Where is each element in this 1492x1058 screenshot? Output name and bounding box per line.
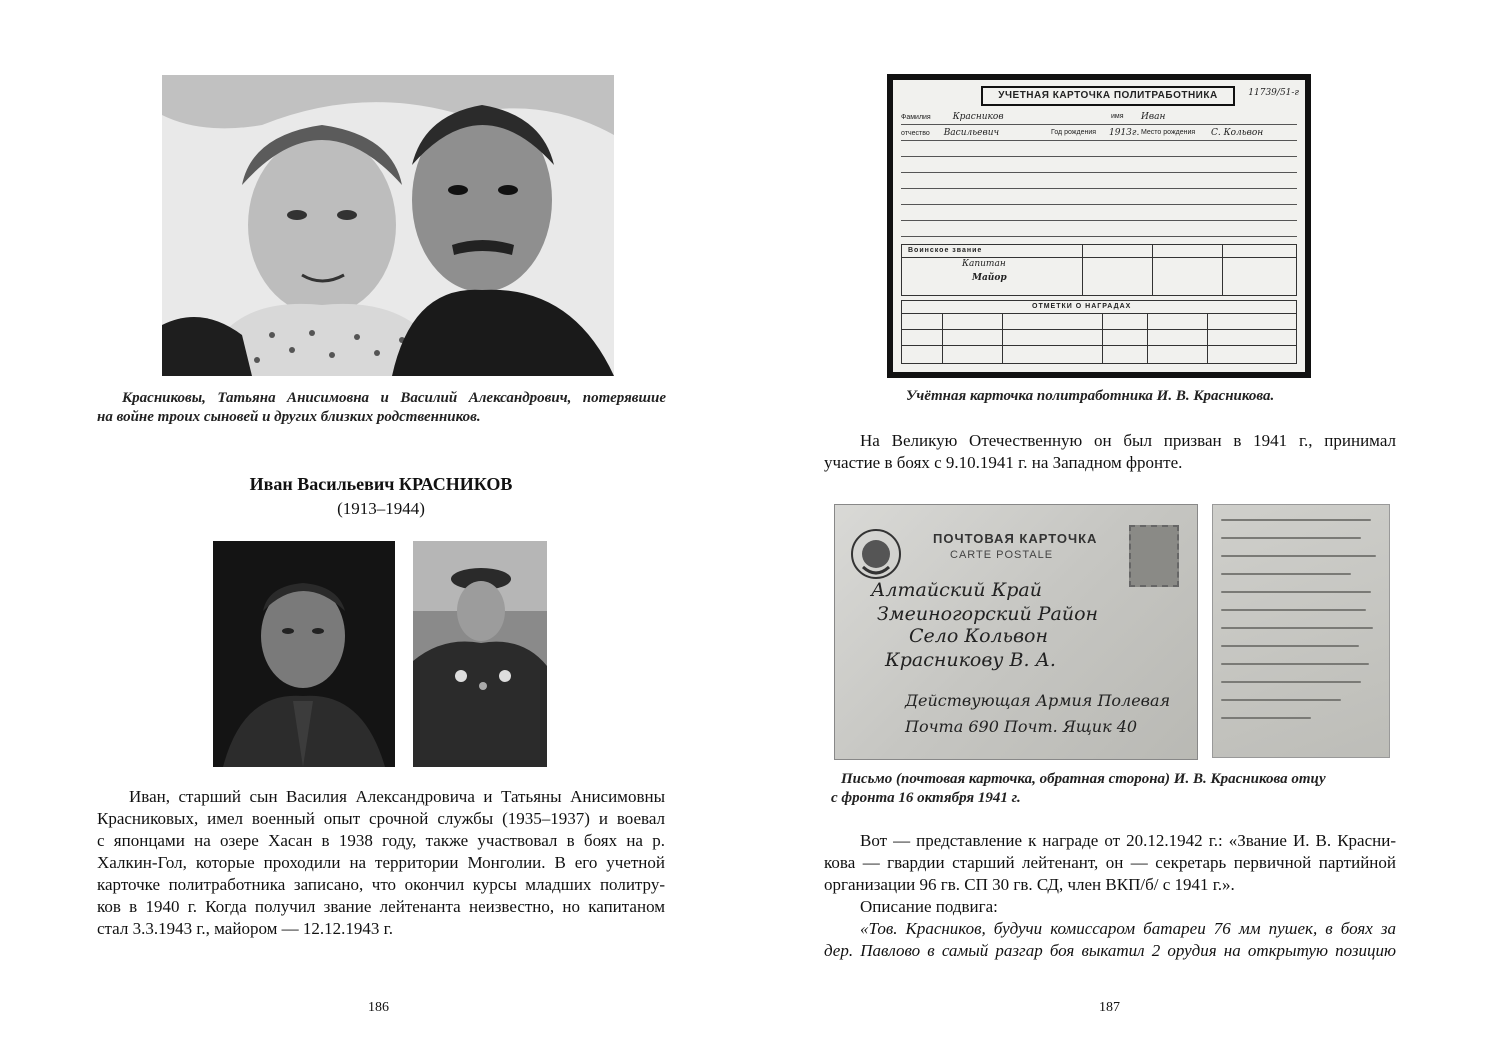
caption-line: Письмо (почтовая карточка, обратная сторона) И. В. Красникова отцу: [841, 771, 1326, 787]
card-title: УЧЕТНАЯ КАРТОЧКА ПОЛИТРАБОТНИКА: [981, 86, 1235, 106]
card-row-patronymic: [901, 126, 1297, 141]
text-line: Иван, старший сын Василия Александровича и Татьяны Анисимовны: [129, 787, 665, 806]
postcard-title: ПОЧТОВАЯ КАРТОЧКА: [933, 531, 1098, 546]
card-label: отчество: [901, 130, 930, 137]
card-label: Место рождения: [1141, 129, 1196, 136]
text-line: организации 96 гв. СП 30 гв. СД, член ВКП/б/ с 1941 г.».: [824, 875, 1235, 894]
postcard-front-image: [834, 504, 1198, 760]
card-number: 11739/51-г: [1248, 88, 1299, 98]
postcard-caption: [831, 770, 1401, 808]
postcard-handwriting: Почта 690 Почт. Ящик 40: [905, 717, 1138, 736]
card-label: ОТМЕТКИ О НАГРАДАХ: [1032, 303, 1132, 310]
text-line: ков в 1940 г. Когда получил звание лейтенанта неизвестно, но капитаном: [97, 897, 665, 916]
right-page: [746, 0, 1492, 1058]
text-line: участие в боях с 9.10.1941 г. на Западном фронте.: [824, 453, 1183, 472]
text-line: Красниковых, имел военный опыт срочной службы (1935–1937) и воевал: [97, 809, 665, 828]
caption-line: с фронта 16 октября 1941 г.: [831, 790, 1021, 806]
card-value: Васильевич: [943, 128, 1000, 138]
postcard-back-image: [1212, 504, 1390, 758]
card-value: Майор: [972, 273, 1007, 283]
conscription-paragraph: [824, 430, 1396, 474]
young-portrait-photo: [213, 541, 395, 767]
card-row: [901, 222, 1297, 237]
card-value: Красников: [952, 112, 1004, 122]
card-row: [901, 158, 1297, 173]
postcard-handwriting: Действующая Армия Полевая: [905, 691, 1171, 710]
postcard-subtitle: CARTE POSTALE: [950, 549, 1054, 561]
card-caption: Учётная карточка политработника И. В. Красникова.: [906, 388, 1275, 404]
page-number: 186: [368, 1000, 389, 1015]
caption-line: Красниковы, Татьяна Анисимовна и Василий Александрович, потерявшие: [122, 390, 666, 406]
postcard-handwriting: Алтайский Край: [871, 579, 1042, 601]
person-years: (1913–1944): [337, 499, 425, 518]
card-label: имя: [1111, 113, 1124, 120]
page-number: 187: [1099, 1000, 1120, 1015]
stamp-icon: [1129, 525, 1179, 587]
card-value: Иван: [1141, 112, 1166, 122]
text-line: Халкин-Гол, которые проходили на территории Монголии. В его учетной: [97, 853, 665, 872]
text-line: Вот — представление к награде от 20.12.1942 г.: «Звание И. В. Красни-: [860, 831, 1396, 850]
feat-label: Описание подвига:: [860, 897, 998, 916]
text-line: с японцами на озере Хасан в 1938 году, также участвовал в боях на р.: [97, 831, 665, 850]
card-row: [901, 190, 1297, 205]
registration-card-image: [887, 74, 1311, 378]
text-line: На Великую Отечественную он был призван в 1941 г., принимал: [860, 431, 1396, 450]
text-line: стал 3.3.1943 г., майором — 12.12.1943 г.: [97, 919, 393, 938]
card-value: 1913г.: [1109, 128, 1140, 138]
card-value: Капитан: [962, 259, 1006, 269]
card-row: [901, 174, 1297, 189]
card-label: Фамилия: [901, 114, 931, 121]
couple-photo-caption: [97, 389, 666, 427]
card-label: Воинское звание: [908, 247, 983, 254]
card-label: Год рождения: [1051, 129, 1097, 136]
postcard-handwriting: Красникову В. А.: [885, 649, 1056, 671]
card-row: [901, 206, 1297, 221]
card-value: С. Кольвон: [1211, 128, 1264, 138]
quote-line: «Тов. Красников, будучи комиссаром батареи 76 мм пушек, в боях за: [860, 919, 1396, 938]
couple-portrait-photo: [162, 75, 614, 376]
person-heading: Иван Васильевич КРАСНИКОВ: [249, 474, 513, 494]
biography-paragraph: [97, 786, 665, 940]
caption-line: на войне троих сыновей и других близких родственников.: [97, 409, 481, 425]
quote-line: дер. Павлово в самый разгар боя выкатил 2 орудия на открытую позицию: [824, 941, 1396, 960]
card-row-surname: [901, 110, 1297, 125]
card-row: [901, 142, 1297, 157]
card-rank-table: [901, 244, 1297, 296]
text-line: карточке политработника записано, что окончил курсы младших политру-: [97, 875, 665, 894]
text-line: кова — гвардии старший лейтенант, он — секретарь первичной партийной: [824, 853, 1396, 872]
uniform-portrait-photo: [413, 541, 547, 767]
card-awards-table: [901, 300, 1297, 364]
award-paragraph: [824, 830, 1396, 962]
postcard-handwriting: Село Кольвон: [909, 625, 1048, 647]
postcard-handwriting: Змеиногорский Район: [877, 603, 1099, 625]
